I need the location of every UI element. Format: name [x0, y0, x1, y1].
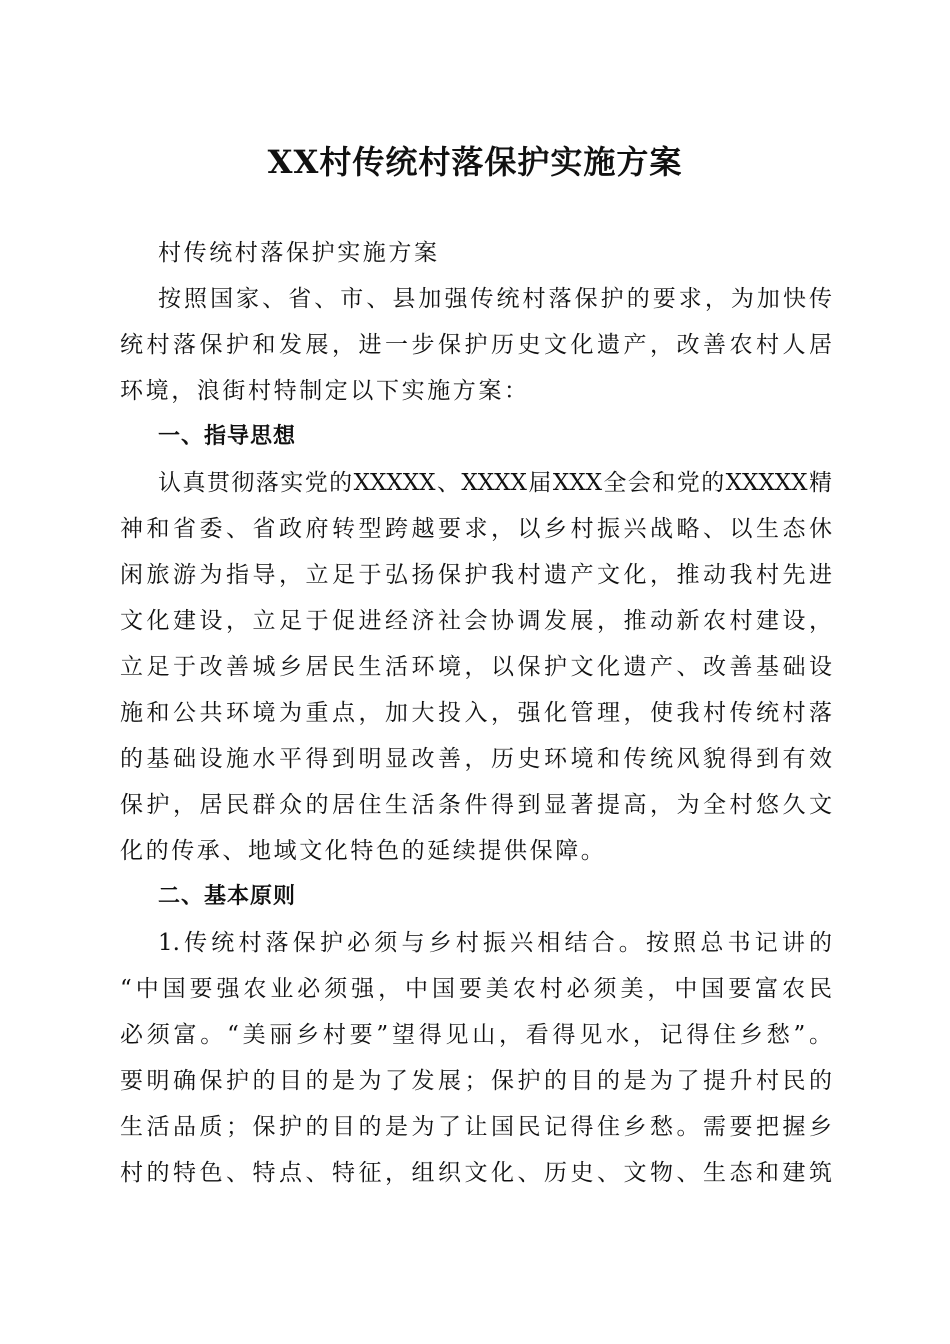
paragraph-line: 要明确保护的目的是为了发展；保护的目的是为了提升村民的: [120, 1068, 832, 1094]
paragraph-line: 闲旅游为指导，立足于弘扬保护我村遗产文化，推动我村先进: [120, 562, 832, 588]
paragraph-line: 化的传承、地域文化特色的延续提供保障。: [120, 838, 607, 864]
paragraph-line: 神和省委、省政府转型跨越要求，以乡村振兴战略、以生态休: [120, 516, 832, 542]
paragraph-line: 村传统村落保护实施方案: [158, 240, 440, 266]
paragraph-line: 按照国家、省、市、县加强传统村落保护的要求，为加快传: [158, 286, 832, 312]
paragraph-line: 环境，浪街村特制定以下实施方案：: [120, 378, 530, 404]
section-heading: 二、基本原则: [158, 884, 297, 909]
section-heading: 一、指导思想: [158, 424, 297, 449]
document-body: [120, 230, 832, 1196]
paragraph-line: “中国要强农业必须强，中国要美农村必须美，中国要富农民: [120, 976, 832, 1002]
paragraph-line: 施和公共环境为重点，加大投入，强化管理，使我村传统村落: [120, 700, 832, 726]
paragraph-line: 村的特色、特点、特征，组织文化、历史、文物、生态和建筑: [120, 1160, 832, 1186]
paragraph-line: 1.传统村落保护必须与乡村振兴相结合。按照总书记讲的: [158, 930, 832, 956]
document-title: XX村传统村落保护实施方案: [267, 143, 683, 181]
paragraph-line: 立足于改善城乡居民生活环境，以保护文化遗产、改善基础设: [120, 654, 832, 680]
paragraph-line: 保护，居民群众的居住生活条件得到显著提高，为全村悠久文: [120, 792, 832, 818]
paragraph-line: 的基础设施水平得到明显改善，历史环境和传统风貌得到有效: [120, 746, 832, 772]
paragraph-line: 统村落保护和发展，进一步保护历史文化遗产，改善农村人居: [120, 332, 832, 358]
paragraph-line: 文化建设，立足于促进经济社会协调发展，推动新农村建设，: [120, 608, 832, 634]
paragraph-line: 生活品质；保护的目的是为了让国民记得住乡愁。需要把握乡: [120, 1114, 832, 1140]
paragraph-line: 必须富。“美丽乡村要”望得见山，看得见水，记得住乡愁”。: [120, 1022, 832, 1048]
paragraph-line: 认真贯彻落实党的XXXXX、XXXX届XXX全会和党的XXXXX精: [158, 470, 832, 496]
